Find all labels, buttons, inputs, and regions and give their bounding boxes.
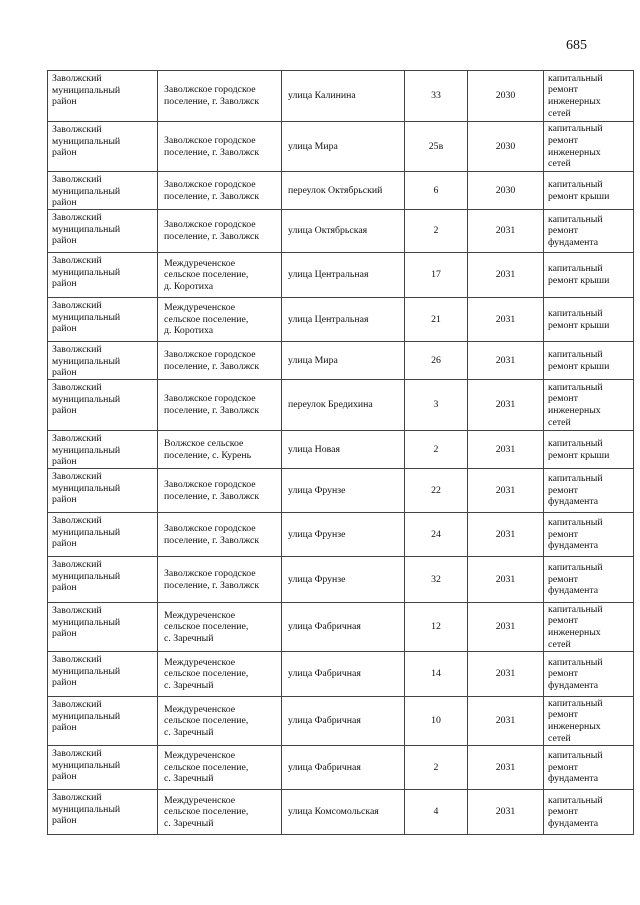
- cell-settlement: [158, 603, 282, 652]
- cell-year: [468, 122, 544, 172]
- cell-settlement-text: Междуреченское сельское поселение, д. Коротиха: [164, 302, 249, 337]
- cell-street: [282, 431, 405, 469]
- cell-house-number: [405, 210, 468, 253]
- cell-street-text: улица Новая: [288, 443, 340, 455]
- table-row: [48, 71, 634, 122]
- cell-street-text: улица Мира: [288, 140, 338, 152]
- cell-district: [48, 557, 158, 603]
- cell-year: [468, 210, 544, 253]
- cell-street-text: улица Фабричная: [288, 715, 361, 727]
- cell-work-type-text: капитальный ремонт фундамента: [548, 517, 603, 552]
- cell-work-type-text: капитальный ремонт крыши: [548, 263, 610, 286]
- cell-work-type-text: капитальный ремонт фундамента: [548, 656, 603, 691]
- cell-house-number: [405, 342, 468, 380]
- cell-work-type-text: капитальный ремонт фундамента: [548, 562, 603, 597]
- cell-street: [282, 603, 405, 652]
- table-row: [48, 380, 634, 431]
- cell-work-type: [544, 603, 634, 652]
- cell-house-number-text: 2: [433, 225, 439, 237]
- cell-district-text: Заволжский муниципальный район: [52, 212, 121, 247]
- cell-street-text: улица Мира: [288, 354, 338, 366]
- cell-work-type-text: капитальный ремонт фундамента: [548, 794, 603, 829]
- cell-settlement-text: Заволжское городское поселение, г. Заволжск: [164, 478, 260, 502]
- cell-house-number: [405, 298, 468, 342]
- cell-year: [468, 697, 544, 746]
- cell-settlement: [158, 122, 282, 172]
- cell-work-type-text: капитальный ремонт крыши: [548, 307, 610, 331]
- cell-house-number: [405, 253, 468, 298]
- cell-settlement: [158, 380, 282, 431]
- table-row: [48, 431, 634, 469]
- cell-year-text: 2031: [495, 225, 516, 237]
- cell-work-type: [544, 697, 634, 746]
- cell-street: [282, 122, 405, 172]
- cell-settlement-text: Волжское сельское поселение, с. Курень: [164, 437, 252, 461]
- cell-street-text: улица Октябрьская: [288, 225, 368, 237]
- cell-street-text: улица Фрунзе: [288, 573, 346, 585]
- cell-settlement-text: Заволжское городское поселение, г. Заволжск: [164, 348, 260, 372]
- cell-district: [48, 790, 158, 835]
- cell-year-text: 2031: [495, 354, 516, 366]
- cell-street: [282, 342, 405, 380]
- cell-year-text: 2031: [495, 806, 516, 818]
- cell-settlement: [158, 210, 282, 253]
- cell-house-number: [405, 71, 468, 122]
- cell-district-text: Заволжский муниципальный район: [52, 748, 121, 783]
- cell-work-type: [544, 71, 634, 122]
- cell-year-text: 2031: [495, 715, 516, 727]
- cell-street: [282, 557, 405, 603]
- cell-work-type-text: капитальный ремонт крыши: [548, 437, 610, 461]
- cell-year-text: 2031: [495, 443, 516, 455]
- cell-work-type: [544, 431, 634, 469]
- cell-work-type: [544, 513, 634, 557]
- cell-work-type: [544, 746, 634, 790]
- cell-settlement-text: Междуреченское сельское поселение, с. Заречный: [164, 703, 249, 738]
- cell-work-type: [544, 172, 634, 210]
- cell-district: [48, 603, 158, 652]
- cell-house-number-text: 14: [431, 668, 441, 680]
- cell-district-text: Заволжский муниципальный район: [52, 124, 121, 159]
- cell-district: [48, 210, 158, 253]
- cell-street-text: улица Фабричная: [288, 668, 361, 680]
- cell-work-type-text: капитальный ремонт крыши: [548, 178, 610, 202]
- cell-house-number-text: 3: [433, 399, 439, 411]
- cell-house-number-text: 2: [433, 761, 439, 773]
- cell-year: [468, 469, 544, 513]
- cell-house-number: [405, 746, 468, 790]
- cell-street: [282, 790, 405, 835]
- cell-street-text: улица Фрунзе: [288, 484, 346, 496]
- cell-year: [468, 172, 544, 210]
- cell-work-type: [544, 790, 634, 835]
- cell-house-number: [405, 557, 468, 603]
- table-row: [48, 697, 634, 746]
- cell-settlement-text: Междуреченское сельское поселение, д. Коротиха: [164, 257, 249, 292]
- cell-year-text: 2031: [495, 313, 516, 325]
- cell-settlement: [158, 557, 282, 603]
- cell-house-number-text: 22: [431, 484, 441, 496]
- cell-district-text: Заволжский муниципальный район: [52, 654, 121, 689]
- table-row: [48, 603, 634, 652]
- cell-district: [48, 431, 158, 469]
- cell-street-text: улица Комсомольская: [288, 806, 379, 818]
- cell-settlement: [158, 652, 282, 697]
- cell-street: [282, 71, 405, 122]
- cell-street-text: улица Центральная: [288, 269, 369, 281]
- cell-district: [48, 746, 158, 790]
- table-row: [48, 652, 634, 697]
- cell-work-type-text: капитальный ремонт инженерных сетей: [548, 603, 603, 650]
- cell-street-text: переулок Бредихина: [288, 399, 373, 411]
- table-body: [48, 71, 634, 835]
- cell-work-type-text: капитальный ремонт фундамента: [548, 213, 603, 248]
- cell-settlement: [158, 298, 282, 342]
- cell-settlement-text: Заволжское городское поселение, г. Заволжск: [164, 567, 260, 591]
- cell-district-text: Заволжский муниципальный район: [52, 471, 121, 506]
- cell-settlement: [158, 790, 282, 835]
- cell-district-text: Заволжский муниципальный район: [52, 344, 121, 379]
- cell-district-text: Заволжский муниципальный район: [52, 255, 121, 290]
- page-number: 685: [566, 38, 587, 53]
- cell-street: [282, 652, 405, 697]
- cell-work-type-text: капитальный ремонт крыши: [548, 348, 610, 372]
- cell-district: [48, 342, 158, 380]
- cell-year: [468, 513, 544, 557]
- cell-year-text: 2031: [495, 484, 516, 496]
- cell-street: [282, 210, 405, 253]
- cell-year: [468, 431, 544, 469]
- cell-house-number: [405, 469, 468, 513]
- cell-street: [282, 253, 405, 298]
- table-row: [48, 122, 634, 172]
- cell-year-text: 2031: [495, 761, 516, 773]
- cell-year: [468, 380, 544, 431]
- cell-work-type: [544, 210, 634, 253]
- cell-settlement-text: Заволжское городское поселение, г. Заволжск: [164, 134, 260, 158]
- cell-district: [48, 172, 158, 210]
- cell-settlement: [158, 172, 282, 210]
- cell-street-text: переулок Октябрьский: [288, 184, 383, 196]
- cell-district: [48, 122, 158, 172]
- cell-district: [48, 71, 158, 122]
- cell-house-number-text: 32: [431, 573, 441, 585]
- cell-year: [468, 298, 544, 342]
- table-row: [48, 469, 634, 513]
- cell-house-number-text: 10: [431, 715, 441, 727]
- cell-district-text: Заволжский муниципальный район: [52, 73, 121, 108]
- repair-schedule-table: [47, 70, 634, 835]
- cell-work-type: [544, 122, 634, 172]
- cell-house-number-text: 25в: [428, 140, 444, 152]
- cell-street: [282, 380, 405, 431]
- table-row: [48, 557, 634, 603]
- cell-year: [468, 71, 544, 122]
- cell-work-type-text: капитальный ремонт фундамента: [548, 750, 603, 785]
- cell-year-text: 2031: [495, 668, 516, 680]
- cell-work-type: [544, 652, 634, 697]
- cell-house-number-text: 6: [433, 184, 439, 196]
- cell-street: [282, 697, 405, 746]
- cell-year-text: 2031: [495, 621, 516, 633]
- cell-year: [468, 253, 544, 298]
- cell-street: [282, 746, 405, 790]
- cell-street-text: улица Фрунзе: [288, 528, 346, 540]
- cell-street: [282, 513, 405, 557]
- cell-house-number-text: 26: [431, 354, 441, 366]
- cell-district: [48, 513, 158, 557]
- cell-settlement: [158, 342, 282, 380]
- cell-district-text: Заволжский муниципальный район: [52, 382, 121, 417]
- cell-work-type-text: капитальный ремонт инженерных сетей: [548, 697, 603, 744]
- cell-year-text: 2030: [495, 140, 516, 152]
- cell-settlement-text: Заволжское городское поселение, г. Заволжск: [164, 84, 260, 107]
- cell-work-type: [544, 253, 634, 298]
- cell-district: [48, 253, 158, 298]
- cell-work-type: [544, 380, 634, 431]
- cell-year-text: 2030: [495, 184, 516, 196]
- table-row: [48, 342, 634, 380]
- cell-district-text: Заволжский муниципальный район: [52, 174, 121, 209]
- cell-settlement-text: Заволжское городское поселение, г. Заволжск: [164, 219, 260, 242]
- cell-work-type: [544, 469, 634, 513]
- cell-house-number: [405, 603, 468, 652]
- cell-house-number-text: 33: [431, 90, 441, 102]
- cell-district-text: Заволжский муниципальный район: [52, 605, 121, 640]
- cell-street: [282, 172, 405, 210]
- cell-house-number-text: 17: [431, 269, 441, 281]
- cell-work-type: [544, 298, 634, 342]
- cell-work-type: [544, 342, 634, 380]
- cell-house-number: [405, 513, 468, 557]
- cell-year: [468, 557, 544, 603]
- cell-district-text: Заволжский муниципальный район: [52, 515, 121, 550]
- cell-district: [48, 652, 158, 697]
- cell-house-number-text: 24: [431, 528, 441, 540]
- cell-district-text: Заволжский муниципальный район: [52, 699, 121, 734]
- cell-house-number: [405, 380, 468, 431]
- cell-house-number: [405, 122, 468, 172]
- cell-work-type-text: капитальный ремонт инженерных сетей: [548, 381, 603, 428]
- cell-settlement: [158, 469, 282, 513]
- table-row: [48, 298, 634, 342]
- cell-street-text: улица Фабричная: [288, 621, 361, 633]
- cell-year: [468, 746, 544, 790]
- cell-settlement: [158, 253, 282, 298]
- cell-work-type: [544, 557, 634, 603]
- cell-street-text: улица Фабричная: [288, 761, 361, 773]
- cell-house-number: [405, 697, 468, 746]
- cell-settlement-text: Заволжское городское поселение, г. Заволжск: [164, 393, 260, 416]
- cell-year: [468, 342, 544, 380]
- cell-house-number-text: 4: [433, 806, 439, 818]
- cell-district-text: Заволжский муниципальный район: [52, 433, 121, 468]
- cell-district: [48, 697, 158, 746]
- cell-year: [468, 790, 544, 835]
- table-row: [48, 210, 634, 253]
- cell-settlement: [158, 431, 282, 469]
- cell-settlement: [158, 697, 282, 746]
- cell-year: [468, 652, 544, 697]
- table-row: [48, 746, 634, 790]
- cell-settlement-text: Заволжское городское поселение, г. Заволжск: [164, 522, 260, 546]
- cell-street: [282, 469, 405, 513]
- cell-settlement: [158, 746, 282, 790]
- cell-year-text: 2031: [495, 573, 516, 585]
- cell-year-text: 2030: [495, 90, 516, 102]
- table-row: [48, 513, 634, 557]
- cell-year: [468, 603, 544, 652]
- cell-district-text: Заволжский муниципальный район: [52, 559, 121, 594]
- cell-work-type-text: капитальный ремонт фундамента: [548, 473, 603, 508]
- cell-settlement-text: Междуреченское сельское поселение, с. Заречный: [164, 656, 249, 691]
- cell-district: [48, 469, 158, 513]
- cell-district: [48, 380, 158, 431]
- cell-house-number: [405, 652, 468, 697]
- cell-settlement-text: Междуреченское сельское поселение, с. Заречный: [164, 609, 249, 644]
- cell-house-number-text: 21: [431, 313, 441, 325]
- cell-street-text: улица Центральная: [288, 313, 369, 325]
- cell-district-text: Заволжский муниципальный район: [52, 300, 121, 335]
- cell-house-number-text: 2: [433, 443, 439, 455]
- cell-settlement-text: Междуреченское сельское поселение, с. Заречный: [164, 794, 249, 829]
- cell-work-type-text: капитальный ремонт инженерных сетей: [548, 123, 603, 170]
- cell-settlement: [158, 513, 282, 557]
- cell-year-text: 2031: [495, 399, 516, 411]
- cell-house-number: [405, 431, 468, 469]
- cell-house-number-text: 12: [431, 621, 441, 633]
- cell-settlement-text: Заволжское городское поселение, г. Заволжск: [164, 178, 260, 202]
- cell-district: [48, 298, 158, 342]
- table-row: [48, 253, 634, 298]
- table-row: [48, 790, 634, 835]
- cell-house-number: [405, 790, 468, 835]
- cell-settlement-text: Междуреченское сельское поселение, с. Заречный: [164, 750, 249, 785]
- cell-district-text: Заволжский муниципальный район: [52, 792, 121, 827]
- table-row: [48, 172, 634, 210]
- cell-year-text: 2031: [495, 269, 516, 281]
- cell-street: [282, 298, 405, 342]
- cell-house-number: [405, 172, 468, 210]
- cell-settlement: [158, 71, 282, 122]
- cell-street-text: улица Калинина: [288, 90, 356, 102]
- cell-year-text: 2031: [495, 528, 516, 540]
- cell-work-type-text: капитальный ремонт инженерных сетей: [548, 72, 603, 119]
